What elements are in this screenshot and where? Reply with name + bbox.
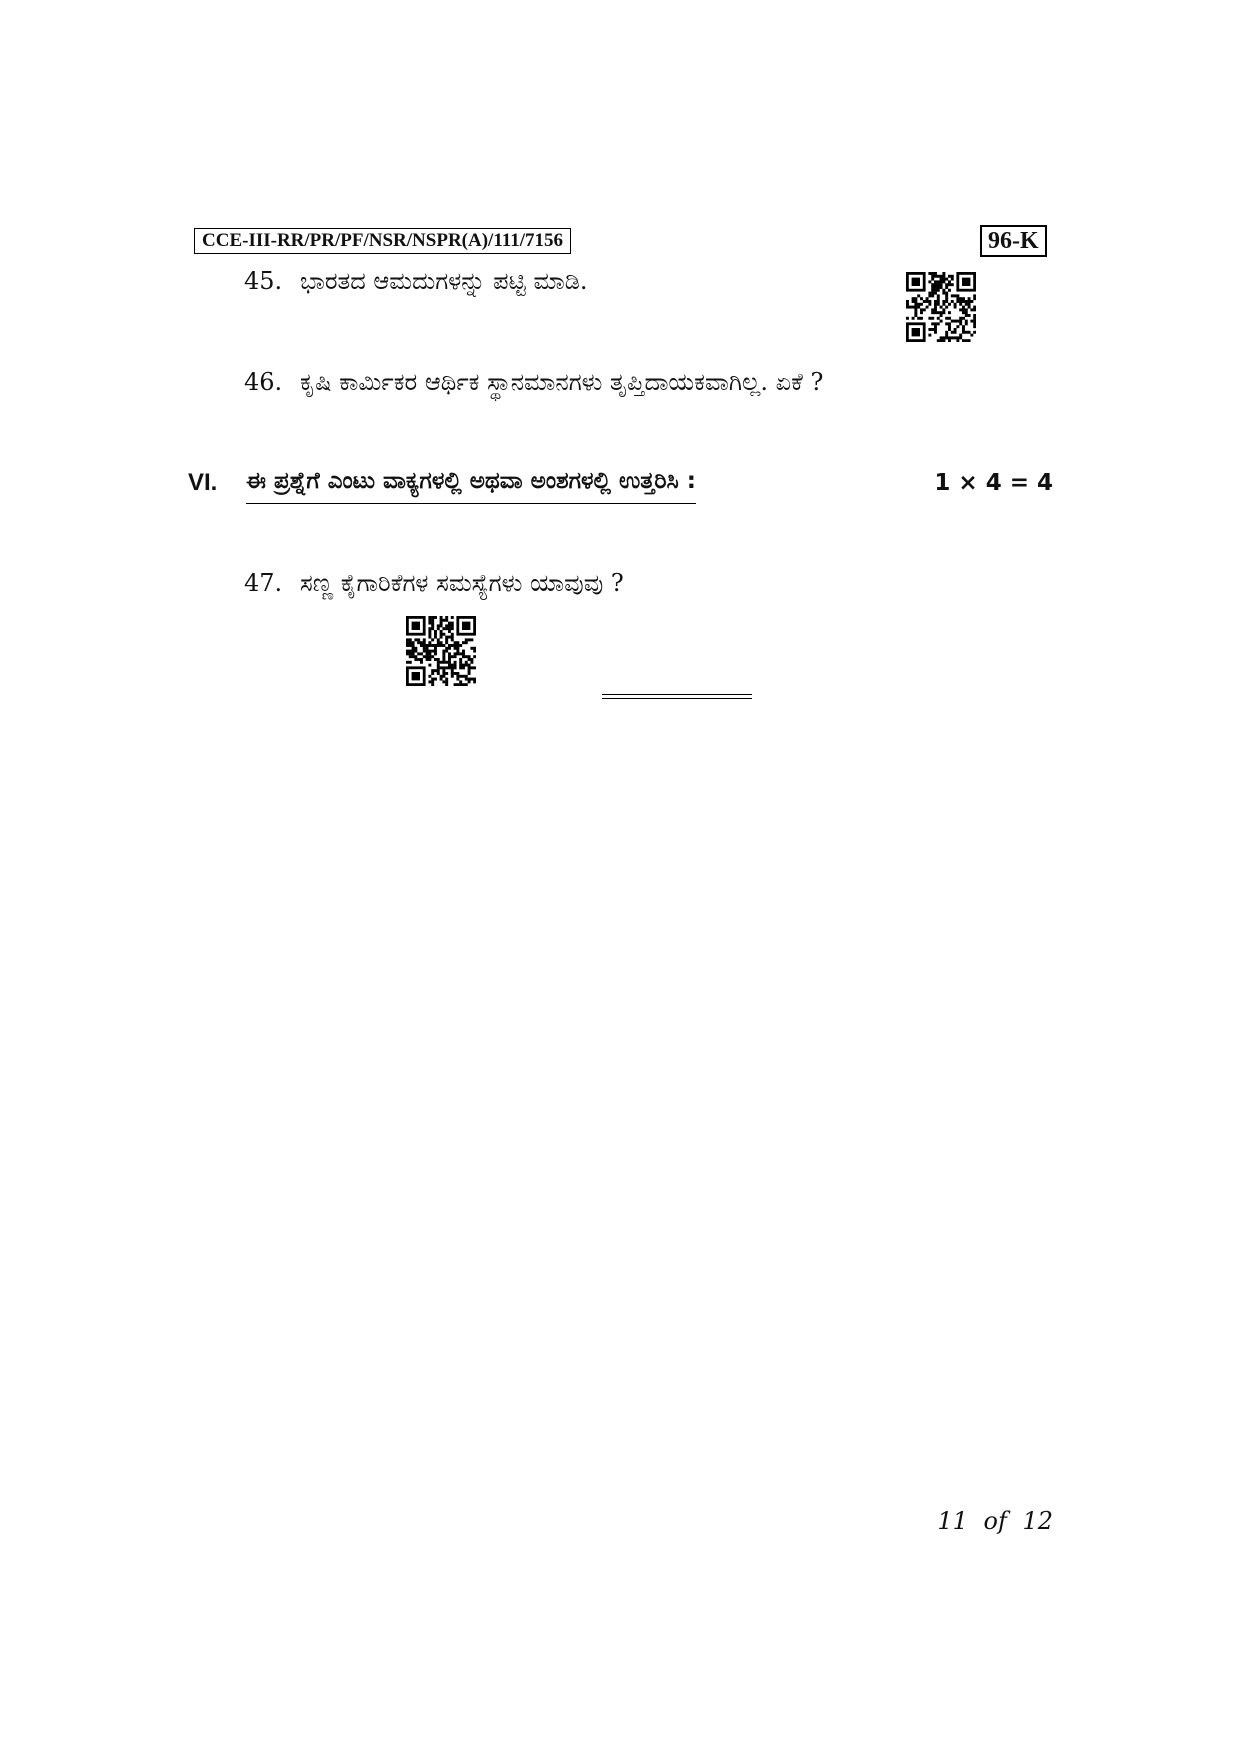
paper-code: CCE-III-RR/PR/PF/NSR/NSPR(A)/111/7156 (202, 230, 564, 251)
question-number: 46. (244, 368, 283, 396)
paper-code-box (194, 228, 571, 254)
page-indicator: 11 of 12 (937, 1507, 1053, 1535)
section-marks: 1 × 4 = 4 (934, 470, 1053, 496)
paper-id: 96-K (988, 228, 1039, 254)
section-instruction: ಈ ಪ್ರಶ್ನೆಗೆ ಎಂಟು ವಾಕ್ಯಗಳಲ್ಲಿ ಅಥವಾ ಅಂಶಗಳಲ್ಲಿ ಉತ್ತರಿಸಿ : (246, 466, 696, 504)
qr-code-icon (406, 616, 476, 686)
paper-id-box (980, 225, 1047, 257)
section-number: VI. (188, 469, 218, 496)
question-45 (244, 266, 588, 296)
question-46 (244, 367, 823, 397)
qr-code-icon (906, 272, 976, 342)
question-text: ಸಣ್ಣ ಕೈಗಾರಿಕೆಗಳ ಸಮಸ್ಯೆಗಳು ಯಾವುವು ? (300, 569, 624, 597)
question-text: ಭಾರತದ ಆಮದುಗಳನ್ನು ಪಟ್ಟಿ ಮಾಡಿ. (300, 267, 588, 295)
question-number: 47. (244, 569, 283, 597)
question-47 (244, 568, 624, 598)
question-text: ಕೃಷಿ ಕಾರ್ಮಿಕರ ಆರ್ಥಿಕ ಸ್ಥಾನಮಾನಗಳು ತೃಪ್ತಿದಾಯಕವಾಗಿಲ್ಲ. ಏಕೆ ? (300, 368, 824, 396)
end-of-questions-rule (602, 694, 752, 699)
question-number: 45. (244, 267, 283, 295)
